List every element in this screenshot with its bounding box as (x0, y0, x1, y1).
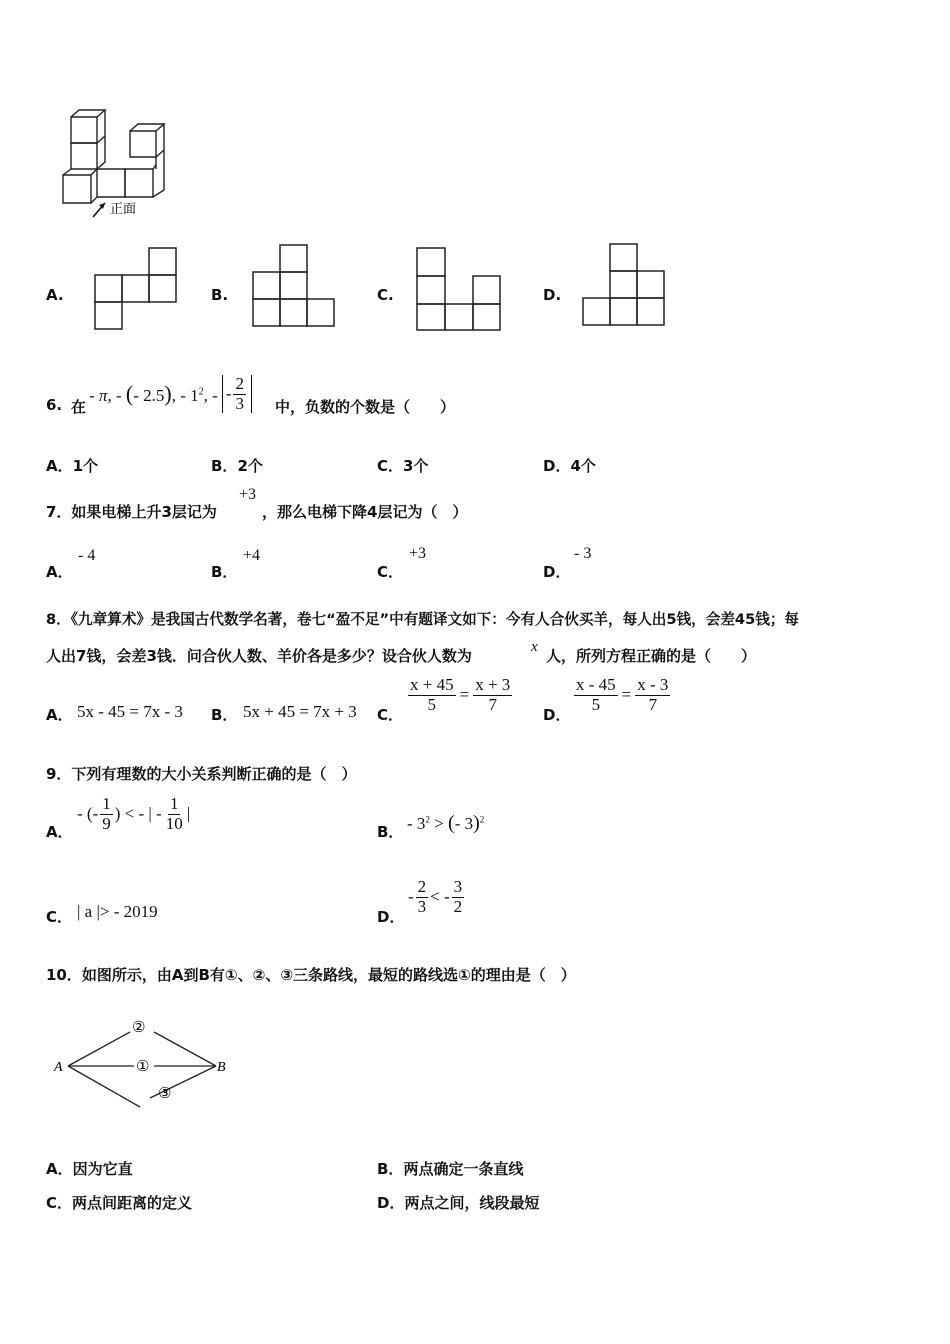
q8-option-c-eq: $\frac{x + 45}{5}$ = $\frac{x + 3}{7}$ (410, 675, 511, 714)
q6-option-a[interactable]: A．1个 (46, 457, 99, 475)
q6-number: 6. (46, 396, 63, 414)
q8-option-d-label[interactable]: D． (543, 706, 571, 724)
q8-line2-b: 人，所列方程正确的是（ ） (546, 647, 757, 665)
q10-option-a[interactable]: A．因为它直 (46, 1160, 133, 1178)
q8-option-d-eq: $\frac{x - 45}{5}$ = $\frac{x - 3}{7}$ (576, 675, 669, 714)
route-diagram (50, 1010, 240, 1115)
route-2-label: ② (132, 1018, 146, 1036)
q7-option-a-value: - 4 (78, 547, 96, 564)
q9-option-d-expr: - $\frac{2}{3}$ < - $\frac{3}{2}$ (408, 877, 463, 916)
q9-option-a-expr: - (- $\frac{1}{9}$ ) < - | - $\frac{1}{10}$ | (77, 794, 191, 833)
q6-option-c[interactable]: C．3个 (377, 457, 429, 475)
q7-option-c-label[interactable]: C． (377, 563, 404, 581)
route-3-label: ③ (158, 1084, 172, 1102)
q7-plus3: +3 (239, 486, 257, 503)
q6-option-d[interactable]: D．4个 (543, 457, 596, 475)
q6-prefix: 在 (71, 398, 87, 416)
q6-expression: - π, - (- 2.5), - $1^2$, - - $\frac{2}{3}$ (89, 370, 252, 418)
q8-option-a-label[interactable]: A． (46, 706, 73, 724)
q8-option-b-label[interactable]: B． (211, 706, 238, 724)
q9-option-b-expr: - $3^2$ > (- 3)$^2$ (407, 812, 485, 834)
q7-option-d-value: - 3 (574, 545, 592, 562)
point-b: B (217, 1060, 226, 1075)
q5-option-a-view (93, 246, 181, 332)
q10-option-c[interactable]: C．两点间距离的定义 (46, 1194, 193, 1212)
q5-option-a-label[interactable]: A. (46, 286, 64, 304)
route-1-label: ① (136, 1057, 150, 1075)
front-label: 正面 (110, 202, 137, 217)
q5-option-b-view (250, 243, 338, 331)
q8-line2-a: 人出7钱，会差3钱．问合伙人数、羊价各是多少？设合伙人数为 (46, 647, 472, 665)
q7-text-a: 7．如果电梯上升3层记为 (46, 503, 217, 521)
q7-option-d-label[interactable]: D． (543, 563, 571, 581)
q7-option-b-label[interactable]: B． (211, 563, 238, 581)
q10-option-d[interactable]: D．两点之间，线段最短 (377, 1194, 540, 1212)
q10-text: 10．如图所示，由A到B有①、②、③三条路线，最短的路线选①的理由是（ ） (46, 966, 576, 984)
q5-option-c-label[interactable]: C. (377, 286, 394, 304)
q9-option-a-label[interactable]: A． (46, 823, 73, 841)
q8-line1: 8．《九章算术》是我国古代数学名著，卷七“盈不足”中有题译文如下：今有人合伙买羊，每人出5钱，会差45钱；每 (46, 611, 800, 628)
q8-option-a-eq: 5x - 45 = 7x - 3 (77, 702, 183, 721)
q7-option-a-label[interactable]: A． (46, 563, 73, 581)
point-a: A (54, 1060, 63, 1075)
q9-option-d-label[interactable]: D． (377, 908, 405, 926)
q5-option-d-label[interactable]: D. (543, 286, 562, 304)
q8-option-c-label[interactable]: C． (377, 706, 404, 724)
q9-option-c-expr: | a |> - 2019 (77, 902, 158, 921)
q9-option-b-label[interactable]: B． (377, 823, 404, 841)
q5-option-c-view (415, 246, 503, 334)
q10-option-b[interactable]: B．两点确定一条直线 (377, 1160, 524, 1178)
q6-option-b[interactable]: B．2个 (211, 457, 263, 475)
q7-option-c-value: +3 (409, 545, 427, 562)
cube-solid-figure (55, 105, 185, 225)
q9-text: 9．下列有理数的大小关系判断正确的是（ ） (46, 765, 357, 783)
q7-option-b-value: +4 (243, 547, 261, 564)
q5-option-d-view (580, 242, 668, 330)
q6-suffix: 中，负数的个数是（ ） (275, 398, 456, 416)
q7-text-b: ，那么电梯下降4层记为（ ） (262, 503, 468, 521)
q8-option-b-eq: 5x + 45 = 7x + 3 (243, 702, 357, 721)
q9-option-c-label[interactable]: C． (46, 908, 73, 926)
q5-option-b-label[interactable]: B. (211, 286, 229, 304)
q8-var-x: x (531, 639, 538, 655)
